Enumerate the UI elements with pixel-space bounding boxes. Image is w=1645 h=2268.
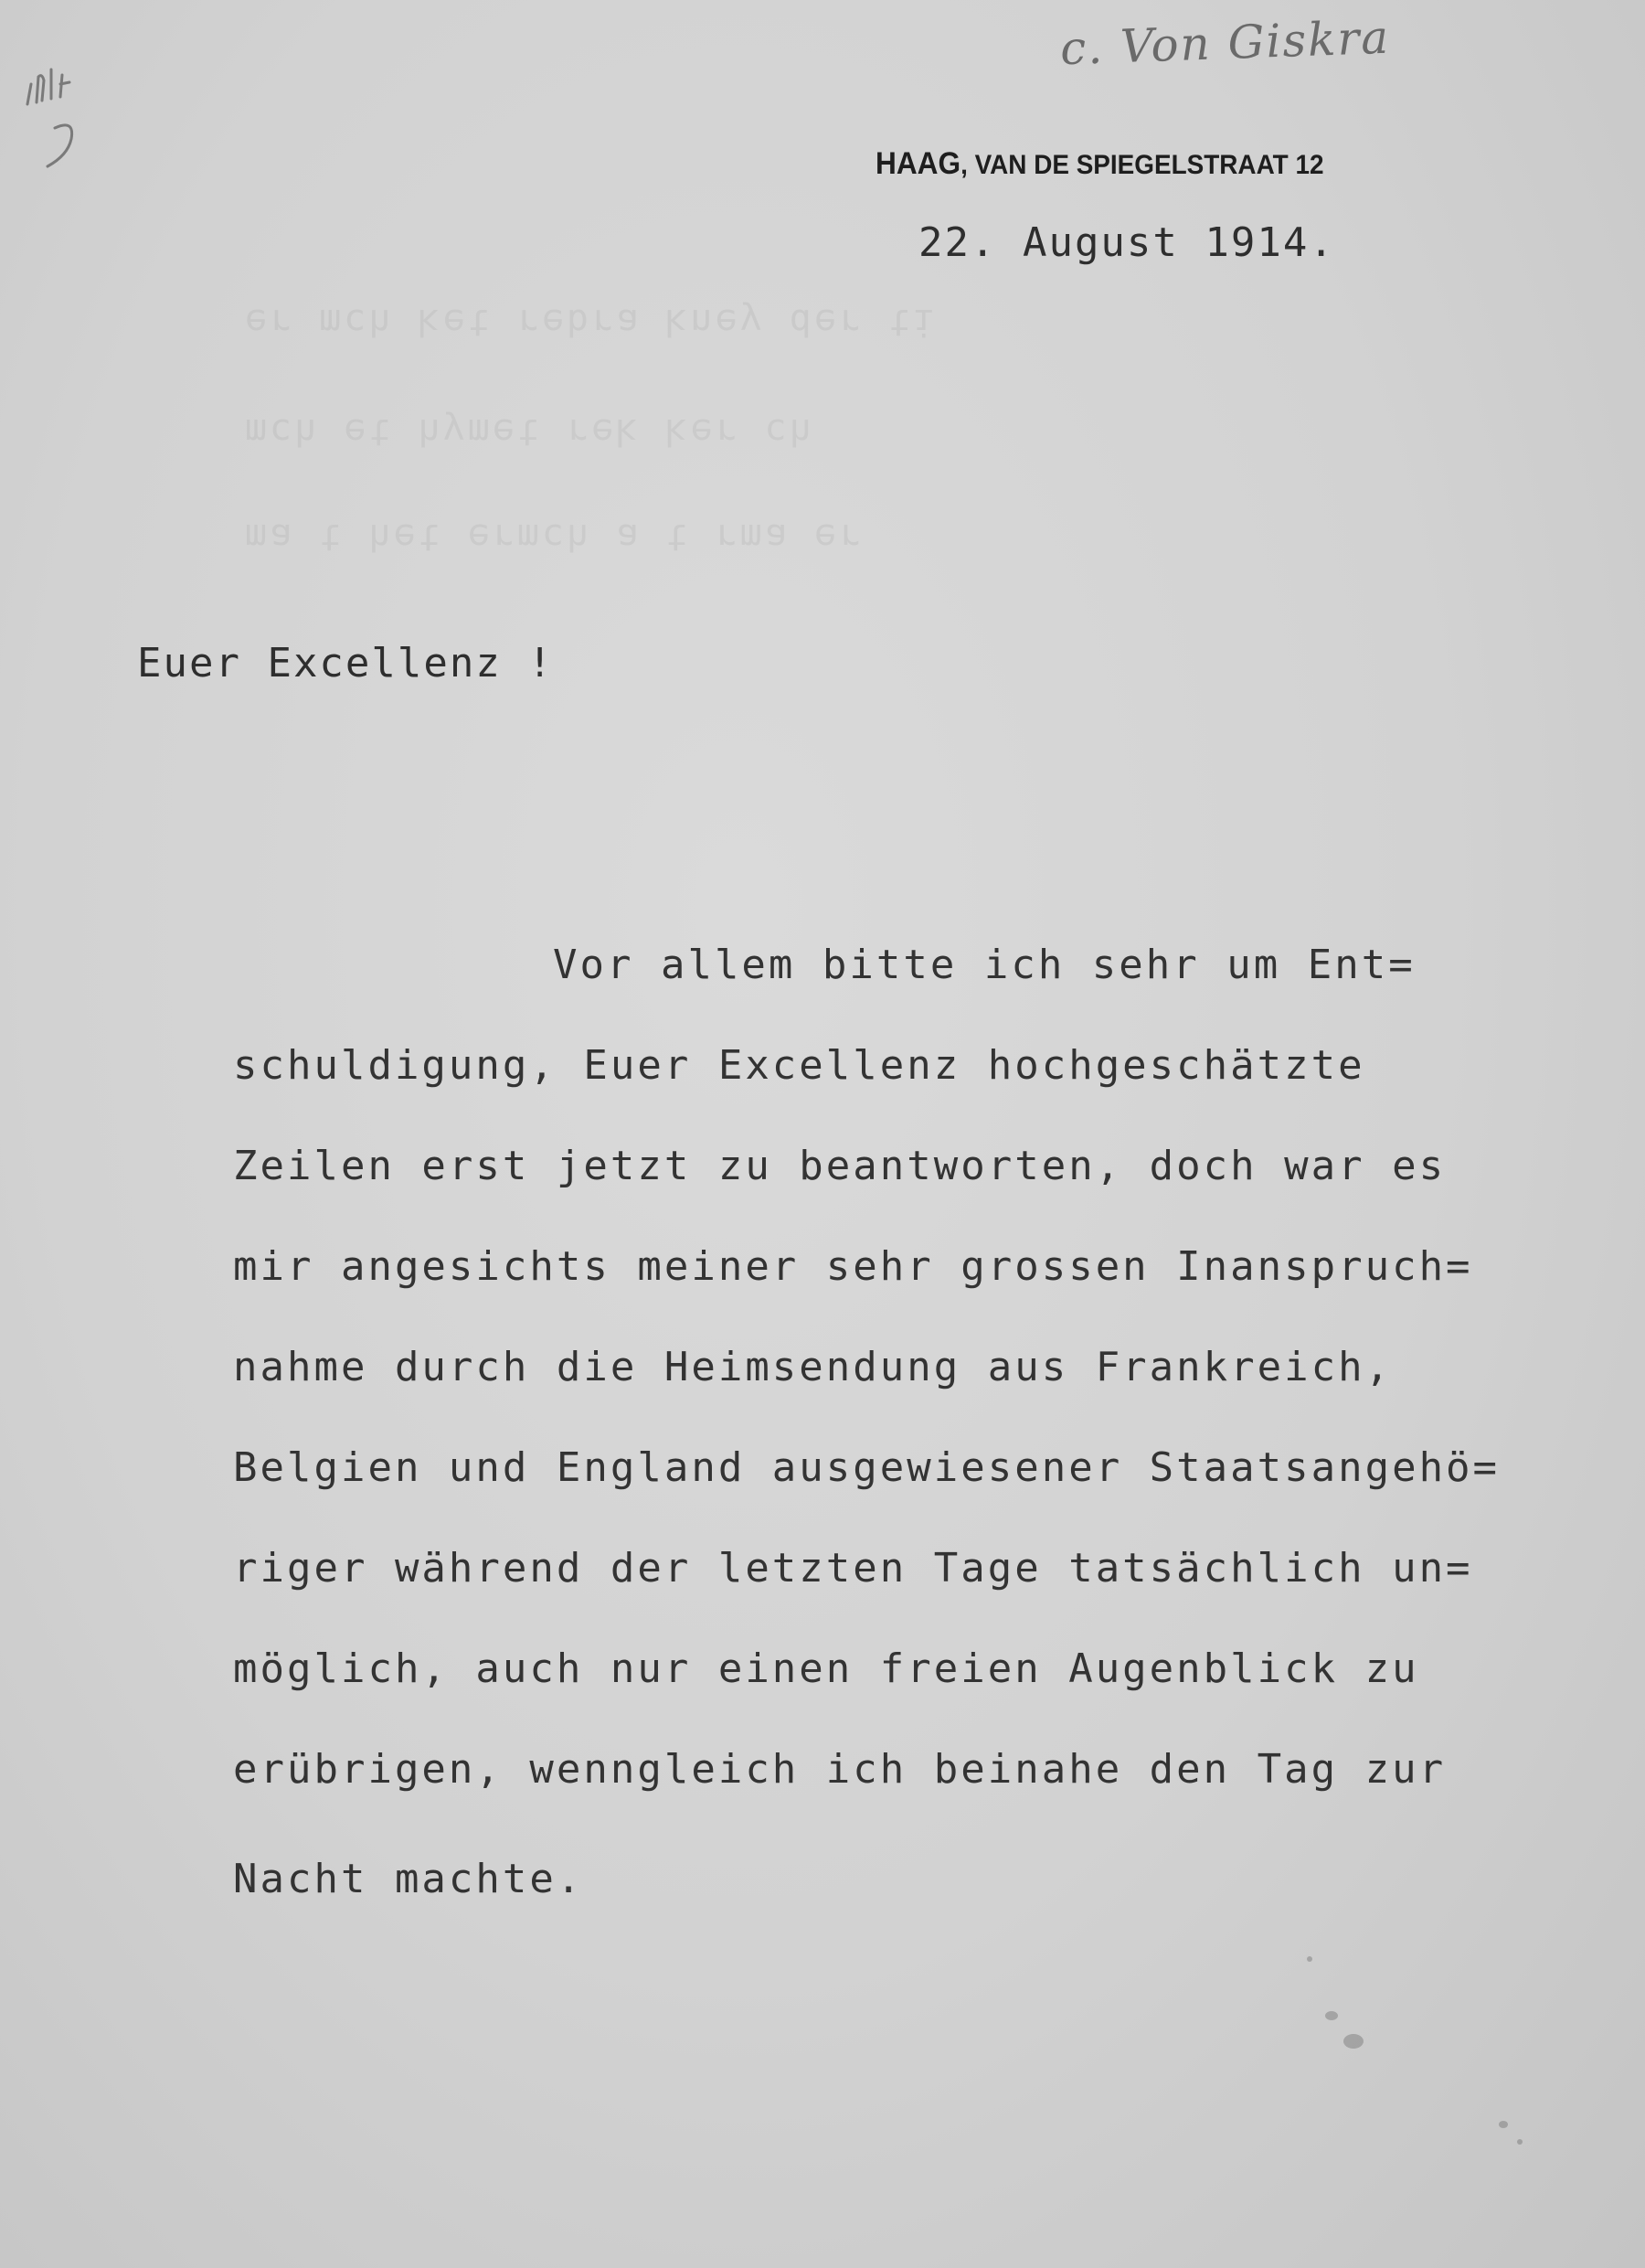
- paper-speck: [1517, 2139, 1523, 2145]
- paper-speck: [1307, 1956, 1312, 1962]
- paper-speck: [1325, 2011, 1338, 2020]
- letter-date: 22. August 1914.: [918, 219, 1335, 266]
- body-line: Vor allem bitte ich sehr um Ent=: [553, 942, 1416, 988]
- archive-number-mark: [20, 57, 93, 176]
- show-through-line: ɥɔ ɹǝʞ ʞǝɹ ʇǝɯʎɥ ʇǝ ɥɔɯ: [242, 407, 812, 449]
- body-line: Nacht machte.: [233, 1856, 584, 1902]
- show-through-line: ᴉʇ ɹǝp ʎǝuʞ ɐɹqǝɹ ʇǝʞ ɥɔɯ ɹǝ: [242, 297, 936, 339]
- show-through-line: ɹǝ ɐɯɹ ʇ ɐ ɥɔɯɹǝ ʇǝɥ ʇ ɐɯ: [242, 512, 862, 554]
- paper-speck: [1499, 2121, 1508, 2128]
- handwritten-annotation: c. Von Giskra: [1059, 10, 1392, 76]
- body-line: schuldigung, Euer Excellenz hochgeschätzte: [233, 1042, 1365, 1089]
- letterhead-address: , VAN DE SPIEGELSTRAAT 12: [960, 150, 1324, 180]
- body-line: möglich, auch nur einen freien Augenblick zu: [233, 1645, 1419, 1692]
- body-line: nahme durch die Heimsendung aus Frankreich,: [233, 1344, 1393, 1390]
- body-line: Zeilen erst jetzt zu beantworten, doch war es: [233, 1143, 1447, 1189]
- body-line: Belgien und England ausgewiesener Staatsangehö=: [233, 1444, 1501, 1491]
- body-line: riger während der letzten Tage tatsächlich un=: [233, 1545, 1473, 1592]
- body-line: erübrigen, wenngleich ich beinahe den Tag zur: [233, 1746, 1447, 1793]
- letterhead-city: HAAG: [876, 146, 961, 181]
- letterhead: [876, 146, 1323, 182]
- salutation: Euer Excellenz !: [137, 640, 554, 687]
- paper-speck: [1343, 2034, 1364, 2049]
- body-line: mir angesichts meiner sehr grossen Inanspruch=: [233, 1243, 1473, 1290]
